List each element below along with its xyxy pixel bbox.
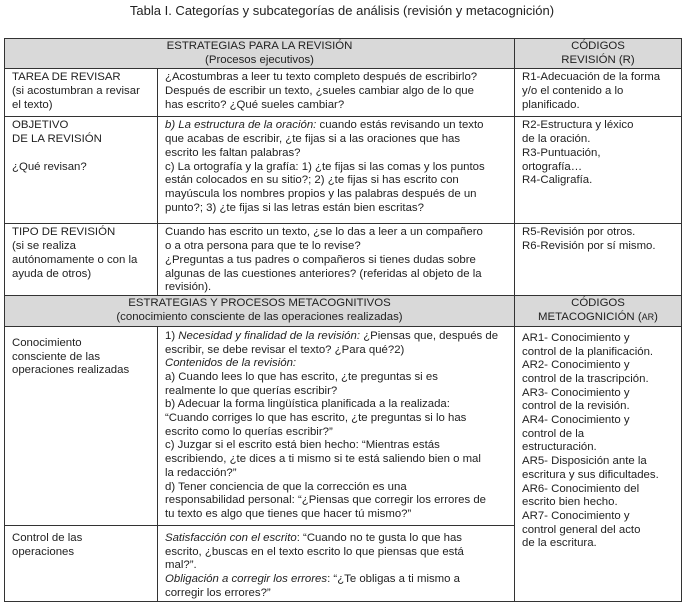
- section2-header: ESTRATEGIAS Y PROCESOS METACOGNITIVOS (conocimiento consciente de las operaciones realizadas): [5, 296, 515, 326]
- line-text: operaciones: [12, 545, 75, 558]
- text-line: [165, 281, 508, 295]
- line-text: ¿Acostumbras a leer tu texto completo después de escribirlo?: [165, 71, 478, 84]
- line-text: : “¿Te obligas a ti mismo a: [327, 572, 461, 585]
- line-text: ¿Piensas que, después de: [360, 329, 499, 342]
- text-line: [165, 147, 508, 161]
- questions-cell: [158, 117, 515, 224]
- text-line: [165, 385, 508, 399]
- line-text: la redacción?”: [165, 466, 237, 479]
- line-text: 2): [394, 343, 405, 356]
- line-text: mayúscula los nombres propios y las palabras después de un: [165, 187, 477, 200]
- italic-label: Necesidad y finalidad de la revisión:: [178, 329, 361, 342]
- text-line: [165, 240, 508, 254]
- text-line: [12, 133, 151, 147]
- text-line: [165, 546, 508, 560]
- line-text: TAREA DE REVISAR: [12, 71, 121, 84]
- text-line: [522, 332, 675, 346]
- line-text: punto?; 3) ¿te fijas si las letras están bien escritas?: [165, 201, 424, 214]
- category-cell: [5, 69, 158, 117]
- line-text: [12, 147, 15, 159]
- text-line: [522, 71, 675, 85]
- line-text: AR1- Conocimiento y: [522, 331, 630, 344]
- text-line: [165, 344, 508, 358]
- line-text: AR2- Conocimiento y: [522, 359, 630, 372]
- text-line: [165, 412, 508, 426]
- text-line: [12, 226, 151, 240]
- table-row: [5, 69, 682, 117]
- text-line: [165, 268, 508, 282]
- line-text: o a otra persona para que te lo revise?: [165, 240, 361, 253]
- text-line: [12, 161, 151, 175]
- line-text: Conocimiento: [12, 336, 82, 349]
- codes-cell: [515, 326, 682, 601]
- line-text: control de la revisión.: [522, 400, 630, 413]
- text-line: [165, 481, 508, 495]
- line-text: OBJETIVO: [12, 119, 69, 132]
- text-line: [522, 99, 675, 113]
- line-text: están colocados en su sitio?; 2) ¿te fijas si has escrito con: [165, 174, 459, 187]
- text-line: [522, 428, 675, 442]
- questions-cell: [158, 326, 515, 525]
- line-text: algunas de las cuestiones anteriores? (referidas al objeto de la: [165, 267, 482, 280]
- section1-header: ESTRATEGIAS PARA LA REVISIÓN (Procesos ejecutivos): [5, 39, 515, 69]
- text-line: [12, 147, 151, 161]
- text-line: [165, 226, 508, 240]
- text-line: [165, 508, 508, 522]
- codes-cell: [515, 69, 682, 117]
- text-line: [12, 351, 151, 365]
- text-line: [522, 147, 675, 161]
- section1-codes-header: CÓDIGOS REVISIÓN (R): [515, 39, 682, 69]
- text-line: [165, 439, 508, 453]
- line-text: operaciones realizadas: [12, 364, 130, 377]
- text-line: [12, 240, 151, 254]
- text-line: [165, 357, 508, 371]
- text-line: [12, 254, 151, 268]
- line-text: el texto): [12, 98, 53, 111]
- line-text: R1-Adecuación de la forma: [522, 71, 661, 84]
- line-text: escribir, se debe revisar el texto? ¿Para qué?: [165, 343, 395, 356]
- italic-label: Satisfacción con el escrito: [165, 531, 297, 544]
- text-line: [165, 188, 508, 202]
- line-text: AR6- Conocimiento del: [522, 482, 640, 495]
- text-line: [12, 546, 151, 560]
- text-line: [165, 202, 508, 216]
- line-text: b) Adecuar la forma lingüística planificada a la realizada:: [165, 398, 450, 411]
- text-line: [522, 496, 675, 510]
- line-text: AR7- Conocimiento y: [522, 509, 630, 522]
- section2-codes-header: CÓDIGOS METACOGNICIÓN (AR): [515, 296, 682, 326]
- line-text: has escrito? ¿Qué sueles cambiar?: [165, 98, 345, 111]
- codes-cell: [515, 224, 682, 296]
- category-cell: [5, 224, 158, 296]
- text-line: [522, 85, 675, 99]
- text-line: [12, 71, 151, 85]
- line-text: Cuando has escrito un texto, ¿se lo das a leer a un compañero: [165, 226, 483, 239]
- line-text: Control de las: [12, 531, 83, 544]
- text-line: [522, 469, 675, 483]
- line-text: a) Cuando lees lo que has escrito, ¿te preguntas si es: [165, 370, 438, 383]
- line-text: control de la planificación.: [522, 345, 654, 358]
- text-line: [522, 119, 675, 133]
- text-line: [165, 426, 508, 440]
- text-line: [522, 414, 675, 428]
- text-line: [12, 532, 151, 546]
- text-line: [165, 99, 508, 113]
- codes-cell: [515, 117, 682, 224]
- line-text: que acabas de escribir, ¿te fijas si a las oraciones que has: [165, 133, 461, 146]
- text-line: [522, 373, 675, 387]
- line-text: de la escritura.: [522, 537, 597, 550]
- text-line: [522, 524, 675, 538]
- table-row: [5, 326, 682, 525]
- text-line: [522, 387, 675, 401]
- line-text: control de la trascripción.: [522, 372, 649, 385]
- text-line: [165, 587, 508, 601]
- questions-cell: [158, 69, 515, 117]
- text-line: [165, 494, 508, 508]
- text-line: [522, 455, 675, 469]
- italic-label: b) La estructura de la oración:: [165, 119, 317, 132]
- line-text: responsabilidad personal: “¿Piensas que corregir los errores de: [165, 494, 487, 507]
- text-line: [522, 483, 675, 497]
- text-line: [522, 441, 675, 455]
- text-line: [165, 119, 508, 133]
- questions-cell: [158, 224, 515, 296]
- italic-label: Contenidos de la revisión:: [165, 357, 297, 370]
- text-line: [12, 364, 151, 378]
- text-line: [522, 161, 675, 175]
- line-text: revisión).: [165, 281, 212, 294]
- categories-table: [4, 38, 682, 602]
- line-text: cuando estás revisando un texto: [316, 119, 484, 132]
- text-line: [165, 161, 508, 175]
- line-text: Después de escribir un texto, ¿sueles cambiar algo de lo que: [165, 85, 474, 98]
- text-line: [522, 510, 675, 524]
- category-cell: [5, 525, 158, 601]
- line-text: escrito bien hecho.: [522, 496, 618, 509]
- text-line: [522, 346, 675, 360]
- line-text: consciente de las: [12, 350, 101, 363]
- line-text: de la oración.: [522, 133, 591, 146]
- line-text: R3-Puntuación,: [522, 146, 601, 159]
- text-line: [165, 371, 508, 385]
- table-title: Tabla I. Categorías y subcategorías de análisis (revisión y metacognición): [129, 3, 555, 18]
- line-text: R4-Caligrafía.: [522, 174, 593, 187]
- line-text: escrito como lo querías escribir?”: [165, 425, 333, 438]
- italic-label: Obligación a corregir los errores: [165, 572, 328, 585]
- line-text: AR5- Disposición ante la: [522, 455, 647, 468]
- section2-header-row: [5, 296, 682, 326]
- line-text: escritura y sus dificultades.: [522, 468, 659, 481]
- text-line: [165, 559, 508, 573]
- line-text: c) Juzgar si el escrito está bien hecho: “Mientras estás: [165, 439, 440, 452]
- text-line: [12, 99, 151, 113]
- text-line: [522, 537, 675, 551]
- section1-header-row: [5, 39, 682, 69]
- table-row: [5, 117, 682, 224]
- line-text: tu texto es algo que tienes que hacer tú mismo?”: [165, 507, 412, 520]
- line-text: (si acostumbran a revisar: [12, 85, 140, 98]
- text-line: [165, 467, 508, 481]
- line-text: corregir los errores?”: [165, 586, 271, 599]
- text-line: [522, 359, 675, 373]
- line-text: y/o el contenido a lo: [522, 85, 624, 98]
- text-line: [12, 268, 151, 282]
- line-text: escrito les faltan palabras?: [165, 146, 301, 159]
- line-text: realmente lo que querías escribir?: [165, 384, 338, 397]
- line-text: d) Tener conciencia de que la corrección es una: [165, 480, 407, 493]
- line-text: ortografía…: [522, 160, 583, 173]
- text-line: [165, 133, 508, 147]
- line-text: c) La ortografía y la grafía: 1) ¿te fijas si las comas y los puntos: [165, 160, 485, 173]
- text-line: [165, 398, 508, 412]
- line-text: AR4- Conocimiento y: [522, 414, 630, 427]
- text-line: [165, 330, 508, 344]
- line-text: “Cuando corriges lo que has escrito, ¿te preguntas si lo has: [165, 412, 467, 425]
- line-text: R6-Revisión por sí mismo.: [522, 240, 656, 253]
- line-text: : “Cuando no te gusta lo que has: [296, 531, 462, 544]
- line-text: R2-Estructura y léxico: [522, 119, 634, 132]
- text-line: [522, 174, 675, 188]
- line-text: 1): [165, 329, 179, 342]
- text-line: [165, 254, 508, 268]
- line-text: escribiendo, ¿te dices a ti mismo si te está saliendo bien o mal: [165, 453, 481, 466]
- line-text: AR3- Conocimiento y: [522, 386, 630, 399]
- text-line: [12, 337, 151, 351]
- line-text: TIPO DE REVISIÓN: [12, 226, 116, 239]
- line-text: control de la: [522, 427, 585, 440]
- text-line: [522, 226, 675, 240]
- text-line: [522, 240, 675, 254]
- line-text: planificado.: [522, 98, 580, 111]
- text-line: [165, 85, 508, 99]
- line-text: (si se realiza: [12, 240, 76, 253]
- line-text: DE LA REVISIÓN: [12, 133, 102, 146]
- line-text: R5-Revisión por otros.: [522, 226, 636, 239]
- line-text: estructuración.: [522, 441, 597, 454]
- text-line: [522, 133, 675, 147]
- line-text: ayuda de otros): [12, 267, 92, 280]
- line-text: ¿Qué revisan?: [12, 160, 87, 173]
- text-line: [165, 532, 508, 546]
- line-text: mal?”.: [165, 559, 197, 572]
- text-line: [165, 71, 508, 85]
- text-line: [12, 119, 151, 133]
- questions-cell: [158, 525, 515, 601]
- text-line: [12, 85, 151, 99]
- line-text: autónomamente o con la: [12, 253, 138, 266]
- line-text: escrito, ¿buscas en el texto escrito lo que piensas que está: [165, 545, 464, 558]
- line-text: ¿Preguntas a tus padres o compañeros si tienes dudas sobre: [165, 253, 476, 266]
- text-line: [522, 400, 675, 414]
- text-line: [165, 174, 508, 188]
- line-text: control general del acto: [522, 523, 641, 536]
- text-line: [165, 573, 508, 587]
- table-row: [5, 224, 682, 296]
- category-cell: [5, 326, 158, 525]
- text-line: [165, 453, 508, 467]
- category-cell: [5, 117, 158, 224]
